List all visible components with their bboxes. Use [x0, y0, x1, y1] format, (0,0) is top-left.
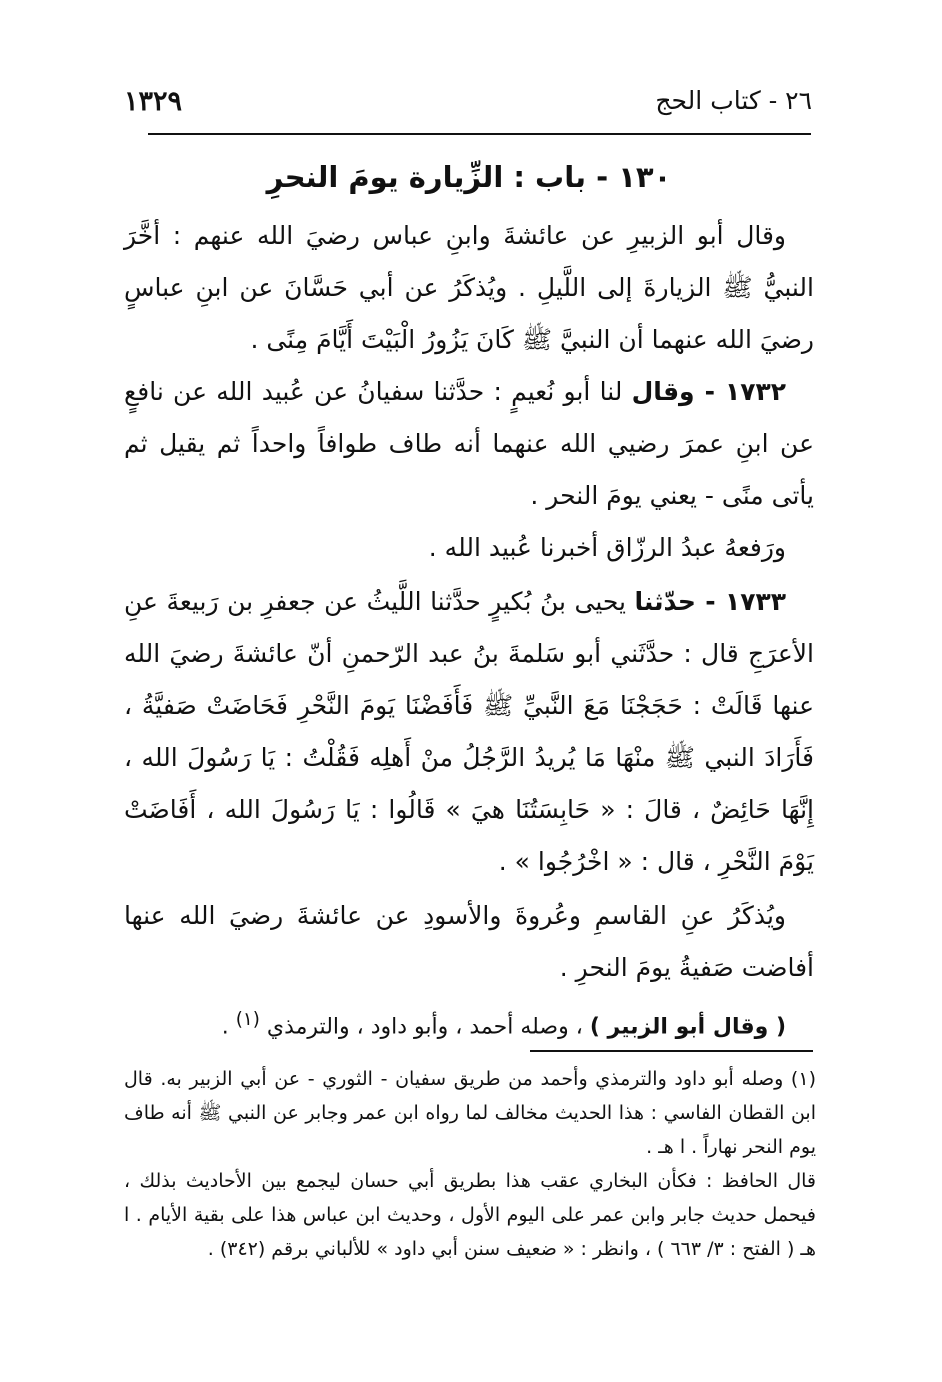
footnote-rule [530, 1050, 813, 1052]
yudhkar-paragraph: ويُذكَرُ عنِ القاسمِ وعُروةَ والأسودِ عن عائشةَ رضيَ الله عنها أفاضت صَفيةُ يومَ النحرِ . [124, 901, 814, 982]
hadith-1733 [124, 576, 814, 888]
hadith-1733-text: يحيى بنُ بُكيرٍ حدَّثنا اللَّيثُ عن جعفرِ بن رَبيعةَ عنِ الأعرَجِ قال : حدَّثَني أبو سَلمةَ بنُ عبد الرّحمنِ أنّ عائشةَ رضيَ الله عنها قَالَتْ : حَجَجْنَا مَعَ النَّبيِّ ﷺ فَأَفَضْنَا يَومَ النَّحْرِ فَحَاضَتْ صَفيَّةُ ، فَأَرَادَ النبي ﷺ منْهَا مَا يُريدُ الرَّجُلُ منْ أَهلِه فَقُلْتُ : يَا رَسُولَ الله ، إِنَّهَا حَائِضٌ ، قالَ : « حَابِسَتُنَا هيَ » قَالُوا : يَا رَسُولَ الله ، أَفَاضَتْ يَوْمَ النَّحْرِ ، قال : « اخْرُجُوا » . [124, 587, 814, 876]
hadith-1732-number: ١٧٣٢ - وقال [631, 377, 786, 406]
footnote-2: قال الحافظ : فكأن البخاري عقب هذا بطريق أبي حسان ليجمع بين الأحاديث بذلك ، فيحمل حديث جابر وابن عمر على اليوم الأول ، وحديث ابن عباس هذا على بقية الأيام . ا هـ ( الفتح : ٣/ ٦٦٣ ) ، وانظر : « ضعيف سنن أبي داود » للألباني برقم (٣٤٢) . [124, 1170, 816, 1260]
commentary-bold: ( وقال أبو الزبير ) [589, 1014, 786, 1040]
main-text [124, 148, 814, 1049]
running-header [124, 86, 812, 126]
footnote-1: (١) وصله أبو داود والترمذي وأحمد من طريق سفيان - الثوري - عن أبي الزبير به. قال ابن القطان الفاسي : هذا الحديث مخالف لما رواه ابن عمر وجابر عن النبي ﷺ أنه طاف يوم النحر نهاراً . ا هـ . [124, 1068, 816, 1158]
commentary-text: ، وصله أحمد ، وأبو داود ، والترمذي [266, 1014, 583, 1040]
hadith-1732 [124, 366, 814, 522]
header-title: ٢٦ - كتاب الحج [655, 86, 812, 115]
chapter-intro: وقال أبو الزبيرِ عن عائشةَ وابنِ عباس رضيَ الله عنهم : أخَّرَ النبيُّ ﷺ الزيارةَ إلى اللَّيلِ . ويُذكَرُ عن أبي حَسَّانَ عن ابنِ عباسٍ رضيَ الله عنهما أن النبيَّ ﷺ كَانَ يَزُورُ الْبَيْتَ أَيَّامَ مِنًى . [124, 221, 814, 354]
hadith-1732-text: لنا أبو نُعيمٍ : حدَّثنا سفيانُ عن عُبيد الله عن نافعٍ عن ابنِ عمرَ رضيي الله عنهما أنه طاف طوافاً واحداً ثم يقيل ثم يأتى منًى - يعني يومَ النحر . [124, 377, 814, 510]
hadith-1733-number: ١٧٣٣ - حدّثنا [634, 587, 786, 616]
header-rule [148, 133, 811, 135]
page-number: ١٣٢٩ [124, 86, 183, 117]
footnote-ref: (١) [235, 1009, 260, 1030]
commentary-line [124, 998, 814, 1049]
chapter-title: ١٣٠ - باب : الزِّيارة يومَ النحرِ [266, 160, 672, 194]
footnotes [124, 1062, 816, 1266]
commentary-end: . [221, 1014, 229, 1040]
hadith-1732-raf: ورَفعهُ عبدُ الرزّاق أخبرنا عُبيد الله . [428, 533, 786, 562]
